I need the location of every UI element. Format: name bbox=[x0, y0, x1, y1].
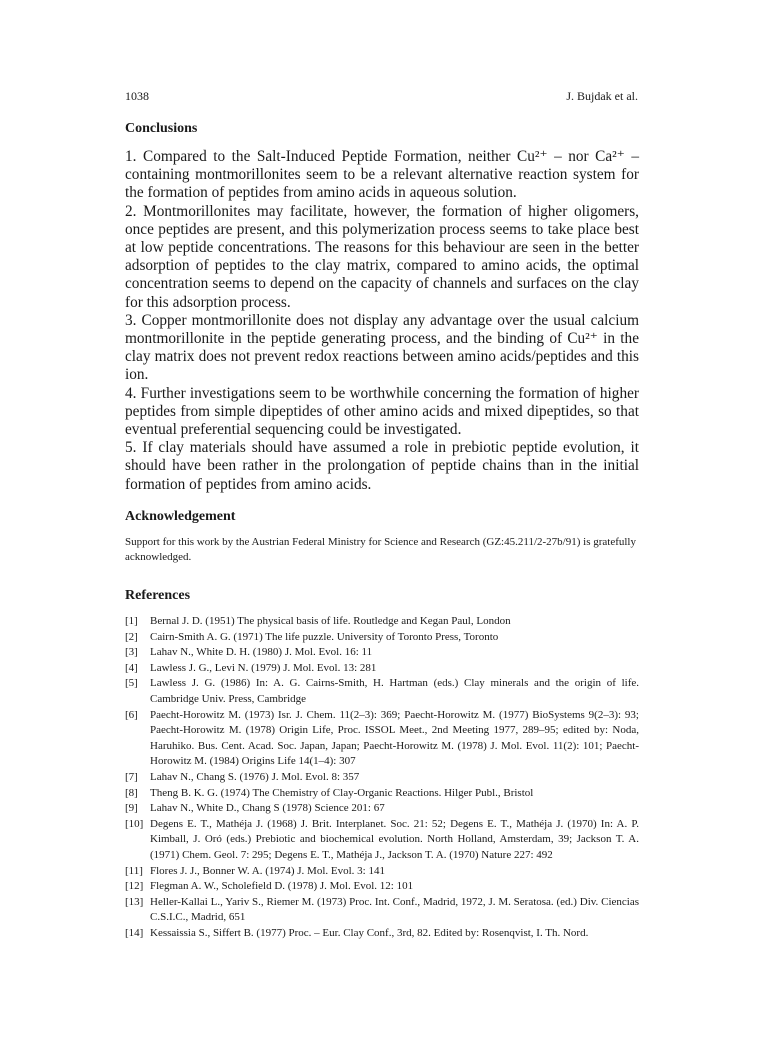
reference-number: [14] bbox=[125, 926, 144, 939]
references-list bbox=[125, 614, 639, 941]
reference-number: [8] bbox=[125, 786, 138, 799]
reference-number: [2] bbox=[125, 630, 138, 643]
reference-text: Cairn-Smith A. G. (1971) The life puzzle. University of Toronto Press, Toronto bbox=[150, 630, 499, 643]
reference-item bbox=[125, 864, 639, 880]
reference-number: [7] bbox=[125, 770, 138, 783]
conclusions-heading: Conclusions bbox=[125, 121, 198, 136]
page-header bbox=[125, 89, 638, 105]
reference-text: Bernal J. D. (1951) The physical basis of life. Routledge and Kegan Paul, London bbox=[150, 615, 511, 627]
reference-number: [5] bbox=[125, 677, 138, 690]
reference-number: [6] bbox=[125, 708, 138, 721]
reference-item bbox=[125, 801, 639, 817]
reference-number: [3] bbox=[125, 646, 138, 659]
reference-item bbox=[125, 676, 639, 707]
reference-text: Lahav N., White D. H. (1980) J. Mol. Evol. 16: 11 bbox=[150, 646, 373, 659]
conclusion-item: 3. Copper montmorillonite does not display any advantage over the usual calcium montmorillonite in the peptide generating process, and the binding of Cu²⁺ in the clay matrix does not prevent redox reactions between amino acids/peptides and this ion. bbox=[125, 311, 639, 384]
acknowledgement-text: Support for this work by the Austrian Federal Ministry for Science and Research (GZ:45.211/2-27b/91) is gratefully acknowledged. bbox=[125, 536, 636, 563]
reference-item bbox=[125, 895, 639, 926]
reference-item bbox=[125, 708, 639, 770]
reference-text: Heller-Kallai L., Yariv S., Riemer M. (1973) Proc. Int. Conf., Madrid, 1972, J. M. Seratosa. (ed.) Div. Ciencias C.S.I.C., Madrid, 651 bbox=[150, 895, 639, 924]
reference-text: Flores J. J., Bonner W. A. (1974) J. Mol. Evol. 3: 141 bbox=[150, 864, 385, 877]
conclusions-body bbox=[125, 148, 639, 494]
reference-number: [11] bbox=[125, 864, 143, 877]
conclusion-item: 5. If clay materials should have assumed a role in prebiotic peptide evolution, it should have been rather in the prolongation of peptide chains than in the initial formation of peptides from amino acids. bbox=[125, 439, 639, 493]
running-head: J. Bujdak et al. bbox=[566, 89, 638, 103]
reference-number: [12] bbox=[125, 880, 144, 893]
conclusion-item: 4. Further investigations seem to be worthwhile concerning the formation of higher peptides from simple dipeptides of other amino acids and mixed dipeptides, so that eventual preferential sequencing could be investigated. bbox=[125, 384, 639, 439]
reference-text: Paecht-Horowitz M. (1973) Isr. J. Chem. 11(2–3): 369; Paecht-Horowitz M. (1977) BioSystems 9(2–3): 93; Paecht-Horowitz M. (1978) Origin Life, Proc. ISSOL Meet., 2nd Meeting 1977, 289–95; edited by: Noda, Haruhiko. Bus. Cent. Acad. Soc. Japan, Japan; Paecht-Horowitz M. (1978) J. Mol. Evol. 11(2): 101; Paecht-Horowitz M. (1984) Origins Life 14(1–4): 307 bbox=[150, 708, 639, 768]
reference-number: [10] bbox=[125, 817, 144, 830]
conclusion-item: 1. Compared to the Salt-Induced Peptide Formation, neither Cu²⁺ – nor Ca²⁺ – containing montmorillonites seem to be a relevant alternative reaction system for the formation of peptides from amino acids in aqueous solution. bbox=[125, 148, 639, 202]
reference-text: Theng B. K. G. (1974) The Chemistry of Clay-Organic Reactions. Hilger Publ., Bristol bbox=[150, 786, 534, 799]
reference-text: Degens E. T., Mathéja J. (1968) J. Brit. Interplanet. Soc. 21: 52; Degens E. T., Mathéja J. (1970) In: A. P. Kimball, J. Oró (eds.) Prebiotic and biochemical evolution. North Holland, Amsterdam, 39; Jackson T. A. (1971) Chem. Geol. 7: 295; Degens E. T., Mathéja J., Jackson T. A. (1970) Nature 227: 492 bbox=[150, 817, 639, 861]
reference-text: Kessaissia S., Siffert B. (1977) Proc. – Eur. Clay Conf., 3rd, 82. Edited by: Rosenqvist, I. Th. Nord. bbox=[150, 926, 589, 939]
reference-item bbox=[125, 817, 639, 864]
conclusion-item: 2. Montmorillonites may facilitate, however, the formation of higher oligomers, once peptides are present, and this polymerization process seems to take place best at low peptide concentrations. The reasons for this behaviour are seen in the better adsorption of peptides to the clay matrix, compared to amino acids, the optimal concentration seems to depend on the capacity of channels and surfaces on the clay for this adsorption process. bbox=[125, 202, 639, 311]
reference-text: Lahav N., Chang S. (1976) J. Mol. Evol. 8: 357 bbox=[150, 770, 360, 783]
reference-item bbox=[125, 786, 639, 802]
reference-text: Flegman A. W., Scholefield D. (1978) J. Mol. Evol. 12: 101 bbox=[150, 880, 414, 893]
reference-text: Lawless J. G., Levi N. (1979) J. Mol. Evol. 13: 281 bbox=[150, 661, 377, 674]
reference-number: [13] bbox=[125, 895, 144, 908]
reference-number: [1] bbox=[125, 615, 138, 627]
acknowledgement-heading: Acknowledgement bbox=[125, 509, 236, 524]
reference-item bbox=[125, 614, 639, 630]
reference-item bbox=[125, 661, 639, 677]
references-heading: References bbox=[125, 588, 191, 603]
reference-number: [9] bbox=[125, 802, 138, 815]
reference-number: [4] bbox=[125, 661, 138, 674]
reference-item bbox=[125, 630, 639, 646]
reference-item bbox=[125, 879, 639, 895]
page-number: 1038 bbox=[125, 89, 149, 103]
reference-text: Lawless J. G. (1986) In: A. G. Cairns-Smith, H. Hartman (eds.) Clay minerals and the origin of life. Cambridge Univ. Press, Cambridge bbox=[150, 677, 639, 705]
reference-text: Lahav N., White D., Chang S (1978) Science 201: 67 bbox=[150, 802, 385, 815]
reference-item bbox=[125, 645, 639, 661]
reference-item bbox=[125, 926, 639, 942]
reference-item bbox=[125, 770, 639, 786]
